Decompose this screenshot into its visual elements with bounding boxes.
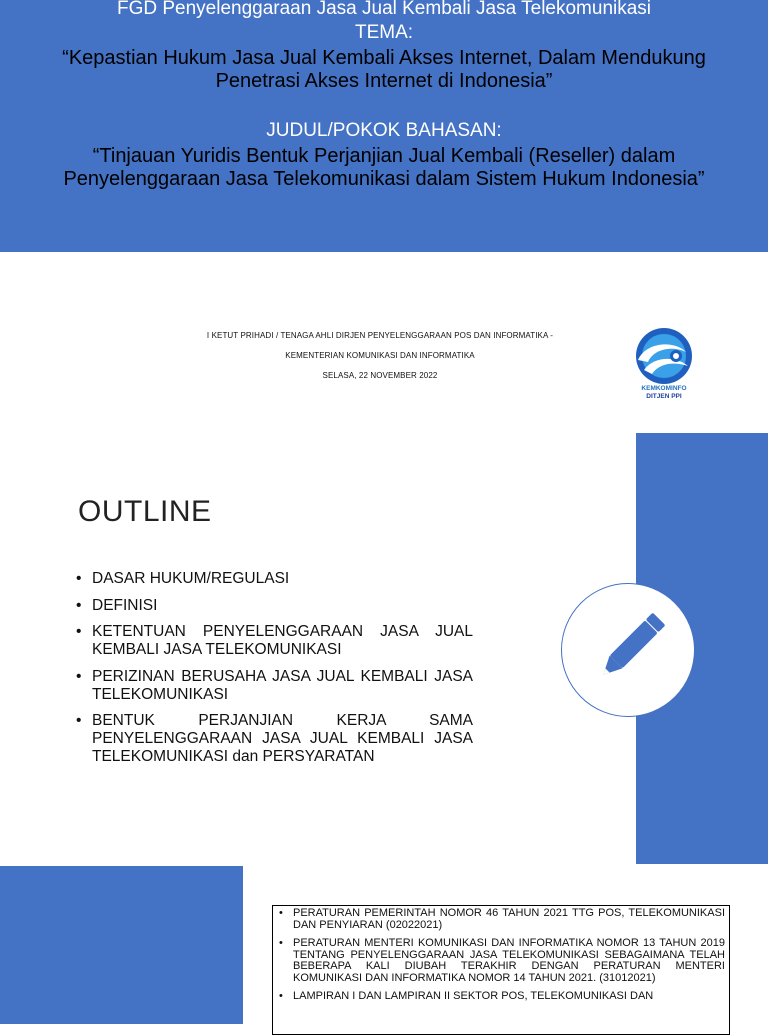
pencil-icon (561, 583, 695, 717)
list-item: • PERIZINAN BERUSAHA JASA JUAL KEMBALI JASA TELEKOMUNIKASI (76, 668, 473, 704)
logo-text-ditjen: DITJEN PPI (646, 393, 682, 400)
outline-list (76, 570, 473, 775)
accent-panel-bottom (0, 866, 243, 1024)
icon-circle (561, 583, 695, 717)
list-item: • LAMPIRAN I DAN LAMPIRAN II SEKTOR POS, TELEKOMUNIKASI DAN (279, 991, 725, 1003)
fgd-title: FGD Penyelenggaraan Jasa Jual Kembali Jasa Telekomunikasi (116, 0, 652, 19)
judul-label: JUDUL/POKOK BAHASAN: (266, 120, 502, 141)
tema-label: TEMA: (354, 22, 414, 43)
list-item: • PERATURAN MENTERI KOMUNIKASI DAN INFORMATIKA NOMOR 13 TAHUN 2019 TENTANG PENYELENGGARAAN JASA TELEKOMUNIKASI SEBAGAIMANA TELAH BEBERAPA KALI DIUBAH TERAKHIR DENGAN PERATURAN MENTERI KOMUNIKASI DAN INFORMATIKA NOMOR 14 TAHUN 2021. (31012021) (279, 938, 725, 984)
outline-title: OUTLINE (78, 495, 212, 528)
presenter-info (120, 326, 640, 386)
presenter-line-name: I KETUT PRIHADI / TENAGA AHLI DIRJEN PENYELENGGARAAN POS DAN INFORMATIKA - (206, 331, 554, 340)
title-banner (0, 0, 768, 252)
tema-text: “Kepastian Hukum Jasa Jual Kembali Akses Internet, Dalam Mendukung Penetrasi Akses Internet di Indonesia” (62, 47, 706, 92)
list-item: • DEFINISI (76, 597, 473, 615)
regulation-list (273, 906, 729, 1003)
list-item: • DASAR HUKUM/REGULASI (76, 570, 473, 588)
list-item: • KETENTUAN PENYELENGGARAAN JASA JUAL KEMBALI JASA TELEKOMUNIKASI (76, 623, 473, 659)
list-item: • PERATURAN PEMERINTAH NOMOR 46 TAHUN 2021 TTG POS, TELEKOMUNIKASI DAN PENYIARAN (02022021) (279, 908, 725, 931)
presenter-line-ministry: KEMENTERIAN KOMUNIKASI DAN INFORMATIKA (285, 351, 475, 360)
judul-text: “Tinjauan Yuridis Bentuk Perjanjian Jual Kembali (Reseller) dalam Penyelenggaraan Jasa Telekomunikasi dalam Sistem Hukum Indonesia” (63, 145, 705, 190)
list-item: • BENTUK PERJANJIAN KERJA SAMA PENYELENGGARAAN JASA JUAL KEMBALI JASA TELEKOMUNIKASI dan PERSYARATAN (76, 712, 473, 766)
regulation-box (272, 905, 730, 1035)
logo-text-kemkominfo: KEMKOMINFO (641, 385, 687, 392)
presenter-line-date: SELASA, 22 NOVEMBER 2022 (322, 371, 438, 380)
